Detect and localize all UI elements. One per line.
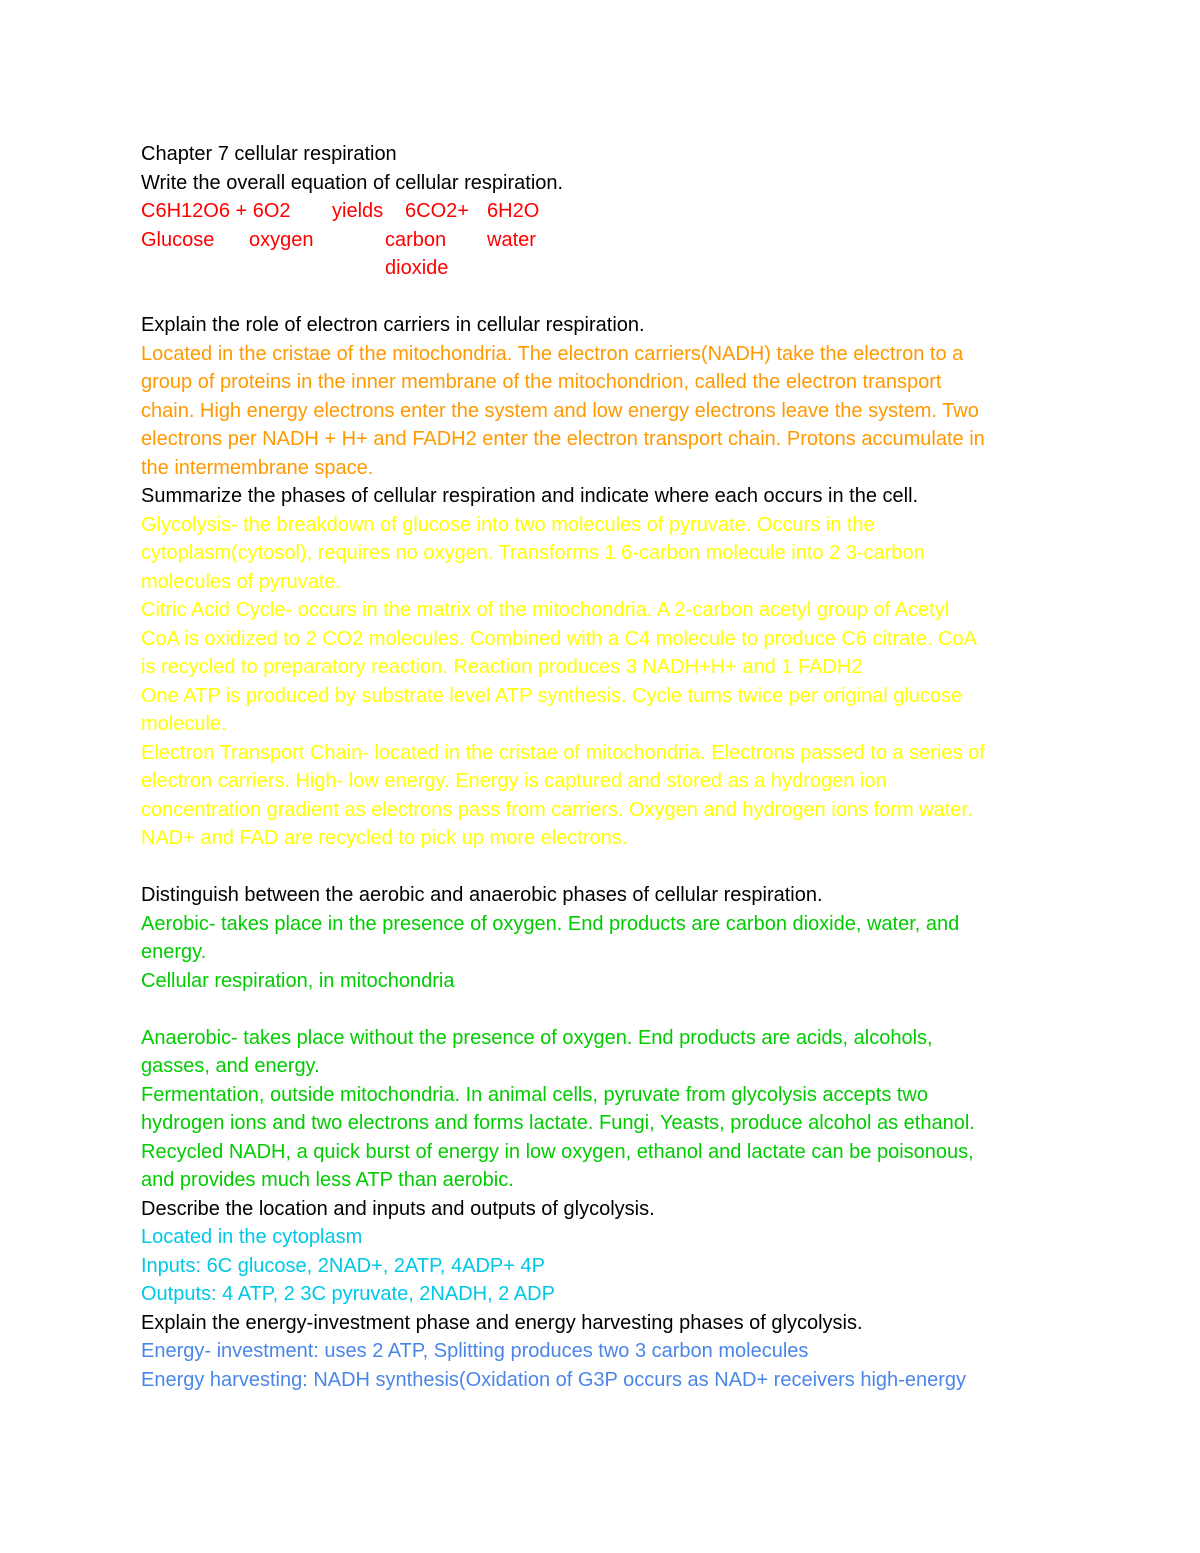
- answer-line: Cellular respiration, in mitochondria: [141, 969, 455, 992]
- answer-line: CoA is oxidized to 2 CO2 molecules. Combined with a C4 molecule to produce C6 citrate. CoA: [141, 627, 977, 650]
- label-glucose: Glucose: [141, 228, 215, 251]
- answer-line: NAD+ and FAD are recycled to pick up more electrons.: [141, 827, 628, 849]
- document-page: [141, 140, 1081, 1394]
- equation-line: [141, 197, 1081, 226]
- answer-line: molecule.: [141, 713, 227, 735]
- answer-line: Anaerobic- takes place without the presence of oxygen. End products are acids, alcohols,: [141, 1026, 933, 1049]
- answer-line: the intermembrane space.: [141, 456, 374, 479]
- answer-line: molecules of pyruvate.: [141, 570, 342, 593]
- equation-arrow-word: yields: [332, 200, 384, 222]
- equation-labels-line: [141, 226, 1081, 255]
- question-aerobic-anaerobic: Distinguish between the aerobic and anaerobic phases of cellular respiration.: [141, 884, 823, 906]
- spacer: [141, 283, 1081, 312]
- question-phases: Summarize the phases of cellular respiration and indicate where each occurs in the cell.: [141, 485, 919, 507]
- answer-line: electron carriers. High- low energy. Energy is captured and stored as a hydrogen ion: [141, 770, 887, 792]
- spacer: [141, 995, 1081, 1024]
- question-overall-equation: Write the overall equation of cellular respiration.: [141, 171, 564, 194]
- answer-line: hydrogen ions and two electrons and forms lactate. Fungi, Yeasts, produce alcohol as ethanol.: [141, 1112, 975, 1134]
- label-oxygen: oxygen: [249, 228, 314, 251]
- answer-line: chain. High energy electrons enter the system and low energy electrons leave the system. Two: [141, 399, 979, 422]
- question-electron-carriers: Explain the role of electron carriers in cellular respiration.: [141, 314, 645, 336]
- answer-line: Fermentation, outside mitochondria. In animal cells, pyruvate from glycolysis accepts two: [141, 1083, 929, 1106]
- answer-line: Located in the cytoplasm: [141, 1226, 363, 1248]
- question-glycolysis-phases: Explain the energy-investment phase and energy harvesting phases of glycolysis.: [141, 1311, 863, 1334]
- equation-product-h2o: 6H2O: [487, 200, 540, 222]
- answer-line: cytoplasm(cytosol), requires no oxygen. Transforms 1 6-carbon molecule into 2 3-carbon: [141, 542, 925, 564]
- answer-line: Aerobic- takes place in the presence of oxygen. End products are carbon dioxide, water, and: [141, 912, 960, 935]
- label-water: water: [487, 228, 536, 251]
- equation-product-co2: 6CO2+: [405, 200, 469, 222]
- answer-line: Located in the cristae of the mitochondria. The electron carriers(NADH) take the electron to a: [141, 342, 964, 365]
- answer-line: gasses, and energy.: [141, 1055, 320, 1077]
- spacer: [141, 853, 1081, 882]
- answer-line: Citric Acid Cycle- occurs in the matrix of the mitochondria. A 2-carbon acetyl group of Acetyl: [141, 599, 950, 621]
- equation-reactants: C6H12O6 + 6O2: [141, 200, 291, 222]
- answer-line: group of proteins in the inner membrane of the mitochondrion, called the electron transport: [141, 371, 942, 393]
- label-dioxide: dioxide: [385, 257, 449, 279]
- equation-labels-line-2: [141, 254, 1081, 283]
- answer-line: is recycled to preparatory reaction. Reaction produces 3 NADH+H+ and 1 FADH2: [141, 656, 863, 678]
- answer-line: Outputs: 4 ATP, 2 3C pyruvate, 2NADH, 2 ADP: [141, 1283, 555, 1305]
- answer-line: One ATP is produced by substrate level ATP synthesis. Cycle turns twice per original glucose: [141, 684, 963, 707]
- answer-line: and provides much less ATP than aerobic.: [141, 1169, 514, 1191]
- answer-line: energy.: [141, 941, 207, 963]
- answer-line: concentration gradient as electrons pass from carriers. Oxygen and hydrogen ions form water.: [141, 798, 973, 821]
- question-glycolysis-io: Describe the location and inputs and outputs of glycolysis.: [141, 1197, 655, 1220]
- answer-line: Energy harvesting: NADH synthesis(Oxidation of G3P occurs as NAD+ receivers high-energy: [141, 1368, 966, 1391]
- answer-line: Energy- investment: uses 2 ATP, Splitting produces two 3 carbon molecules: [141, 1340, 809, 1362]
- answer-line: Glycolysis- the breakdown of glucose into two molecules of pyruvate. Occurs in the: [141, 513, 875, 536]
- answer-line: Electron Transport Chain- located in the cristae of mitochondria. Electrons passed to a series of: [141, 741, 985, 764]
- document-title: Chapter 7 cellular respiration: [141, 143, 397, 165]
- answer-line: Recycled NADH, a quick burst of energy in low oxygen, ethanol and lactate can be poisonous,: [141, 1140, 974, 1163]
- label-carbon: carbon: [385, 228, 447, 251]
- answer-line: electrons per NADH + H+ and FADH2 enter the electron transport chain. Protons accumulate in: [141, 428, 985, 450]
- answer-line: Inputs: 6C glucose, 2NAD+, 2ATP, 4ADP+ 4P: [141, 1254, 545, 1277]
